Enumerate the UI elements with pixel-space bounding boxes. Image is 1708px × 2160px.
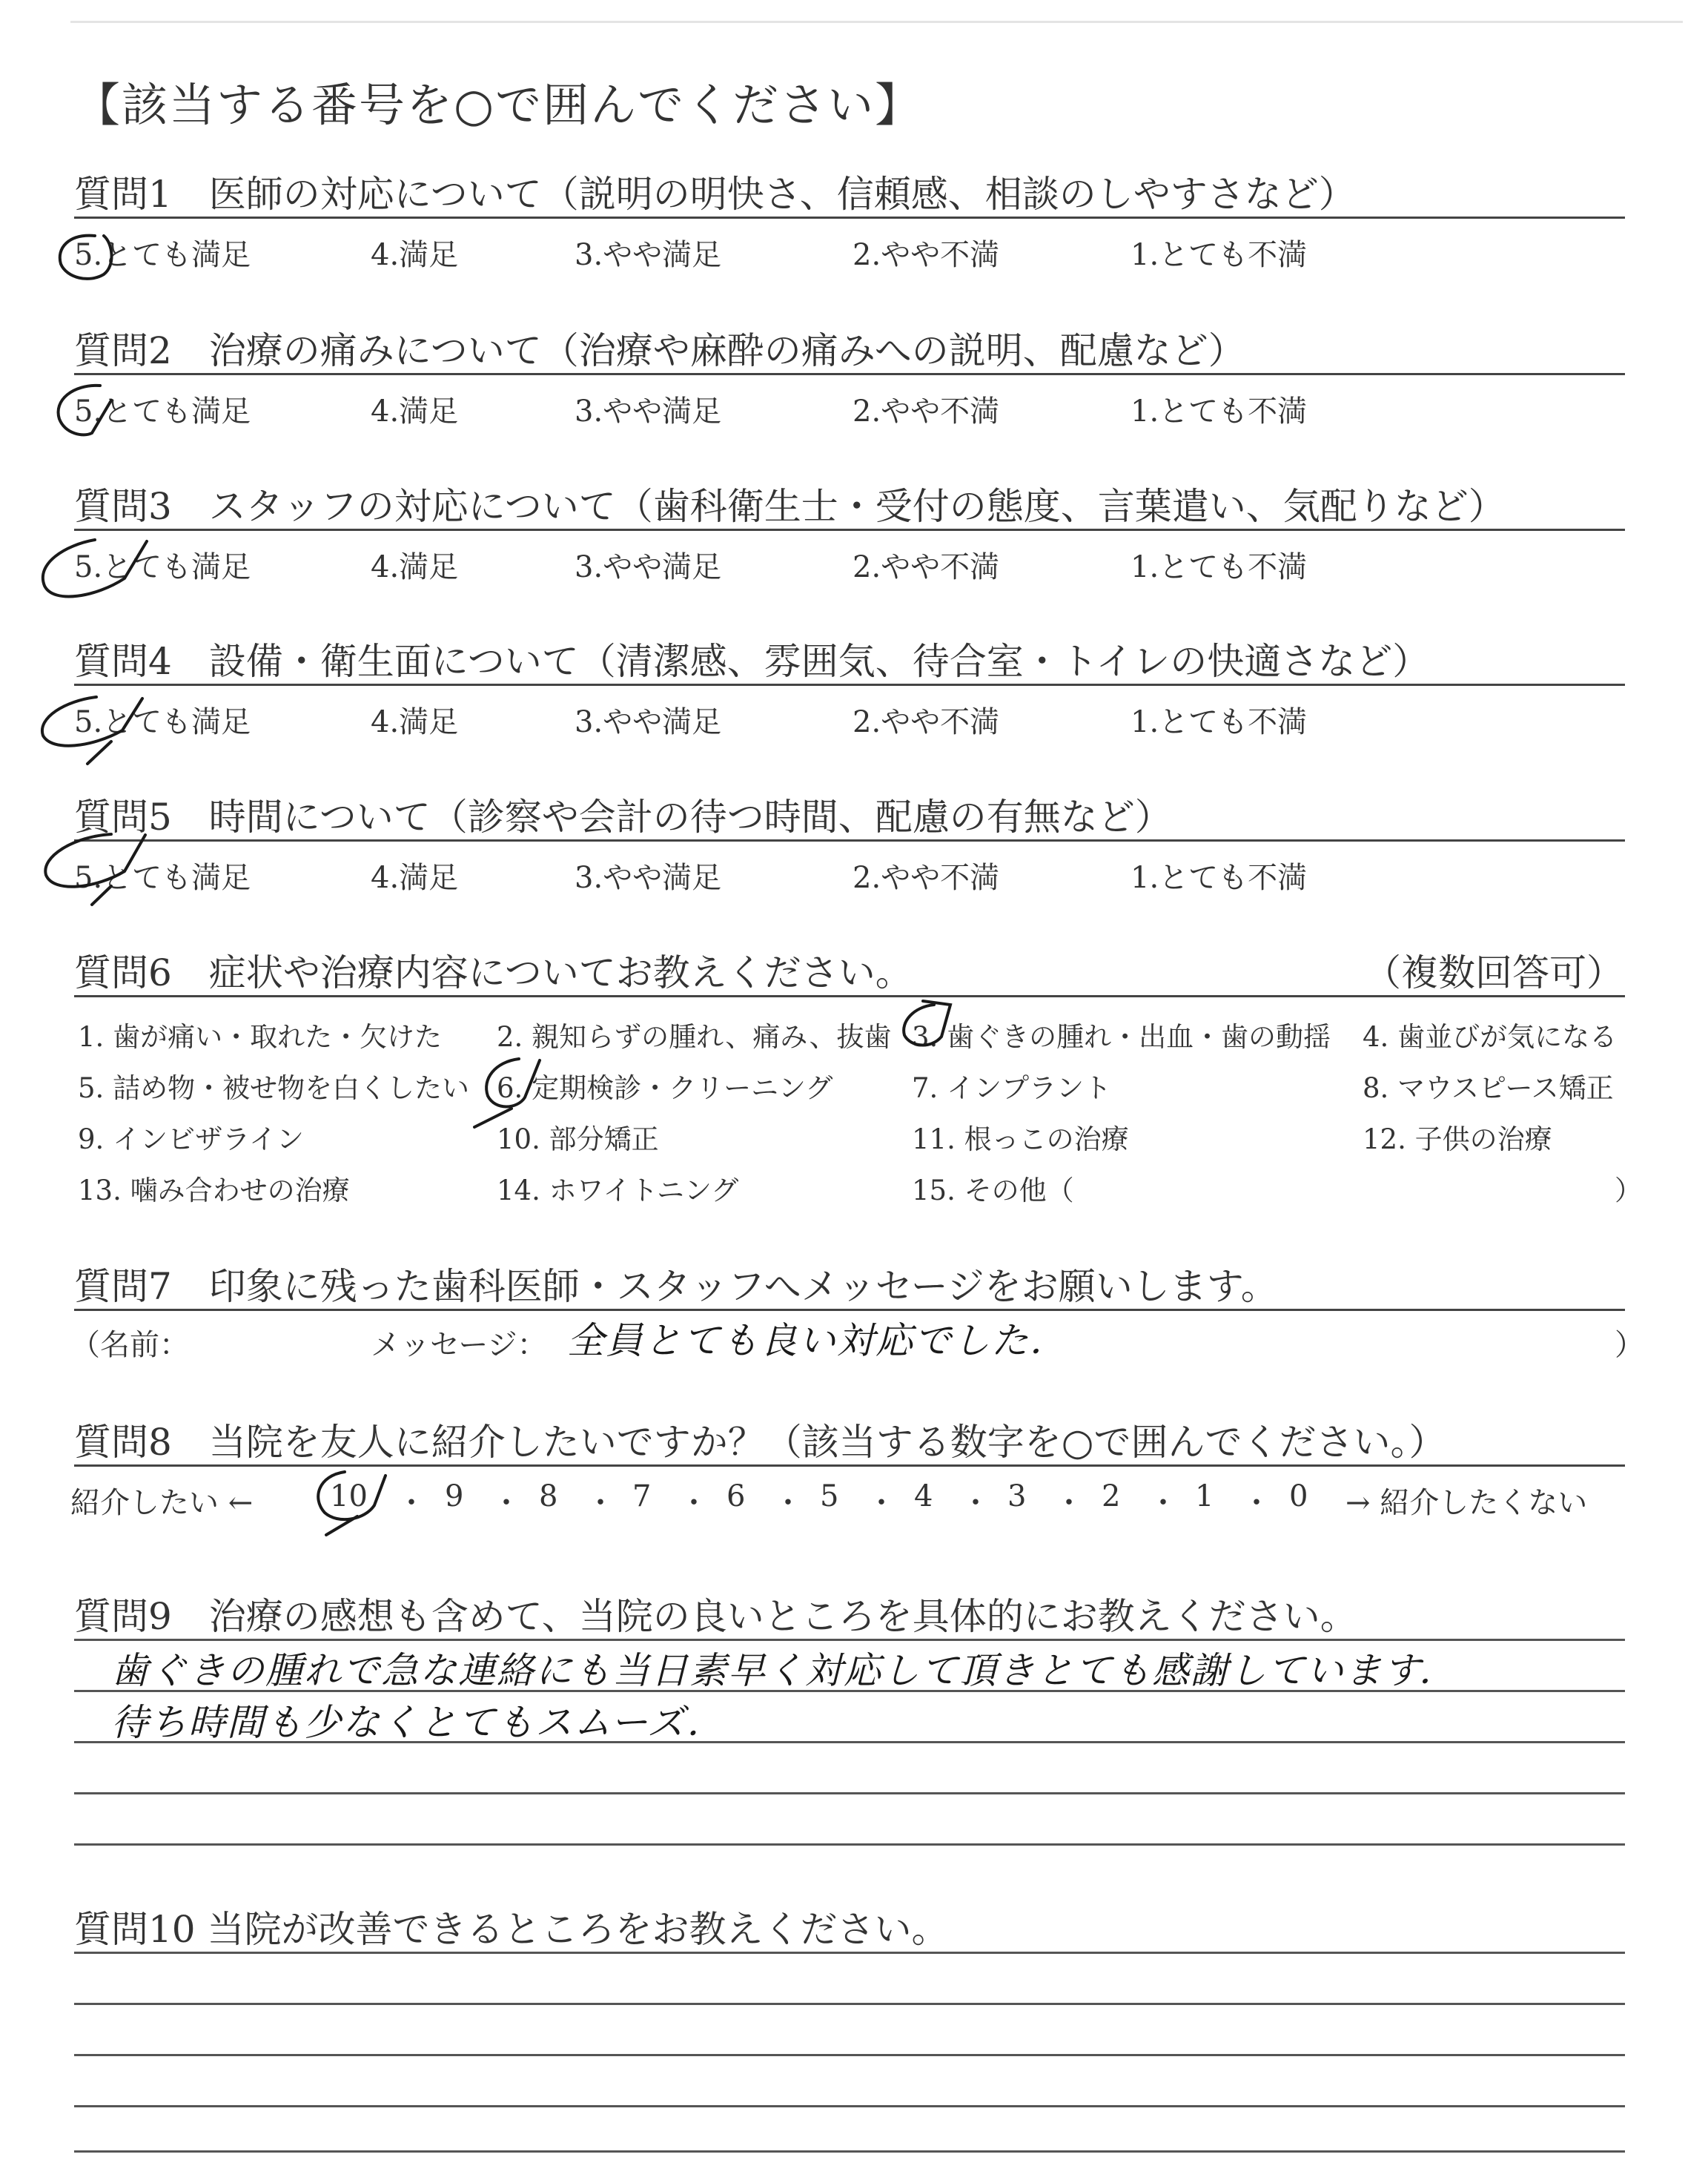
q5-option-5[interactable]: 5.とても満足 [74,861,251,895]
question-6-rule [74,995,1625,997]
q5-option-2[interactable]: 2.やや不満 [853,861,1000,895]
q7-name-label: （名前： [70,1328,189,1362]
q6-option-13[interactable]: 13. 噛み合わせの治療 [78,1175,350,1206]
q6-option-5[interactable]: 5. 詰め物・被せ物を白くしたい [78,1072,470,1104]
question-6-note: （複数回答可） [1364,951,1623,994]
q6-option-4[interactable]: 4. 歯並びが気になる [1363,1021,1618,1053]
question-2-title: 質問2 治療の痛みについて（治療や麻酔の痛みへの説明、配慮など） [74,329,1245,372]
q3-option-4[interactable]: 4.満足 [371,550,459,584]
q8-scale-1[interactable]: 1 [1195,1479,1214,1513]
q1-option-5[interactable]: 5.とても満足 [74,238,251,272]
q8-scale-3[interactable]: 3 [1007,1479,1027,1513]
q6-option-9[interactable]: 9. インビザライン [78,1123,304,1155]
q10-line-5 [74,2150,1625,2153]
q6-option-2[interactable]: 2. 親知らずの腫れ、痛み、抜歯 [497,1021,892,1053]
q7-message-label: メッセージ： [371,1328,547,1362]
question-5-title: 質問5 時間について（診察や会計の待つ時間、配慮の有無など） [74,796,1172,839]
q2-option-4[interactable]: 4.満足 [371,394,459,429]
q6-option-8[interactable]: 8. マウスピース矯正 [1363,1072,1614,1104]
q3-option-2[interactable]: 2.やや不満 [853,550,1000,584]
q8-scale-dot: ・ [491,1486,521,1520]
q7-close-paren: ） [1615,1328,1644,1362]
q8-scale-5[interactable]: 5 [820,1479,839,1513]
q9-line-5 [74,1843,1625,1846]
q1-option-3[interactable]: 3.やや満足 [575,238,722,272]
page-title: 【該当する番号を○で囲んでください】 [74,78,923,132]
question-8-rule [74,1464,1625,1467]
q6-option-6[interactable]: 6. 定期検診・クリーニング [497,1072,833,1104]
q8-scale-dot: ・ [773,1486,803,1520]
q6-option-11[interactable]: 11. 根っこの治療 [912,1123,1129,1155]
q6-option-14[interactable]: 14. ホワイトニング [497,1175,739,1206]
q1-option-1[interactable]: 1.とても不満 [1131,238,1308,272]
q8-scale-0[interactable]: 0 [1289,1479,1308,1513]
q6-option-3[interactable]: 3. 歯ぐきの腫れ・出血・歯の動揺 [912,1021,1331,1053]
q9-line-4 [74,1792,1625,1794]
q1-option-2[interactable]: 2.やや不満 [853,238,1000,272]
q8-scale-dot: ・ [586,1486,615,1520]
q8-scale-dot: ・ [1054,1486,1084,1520]
q6-option-1[interactable]: 1. 歯が痛い・取れた・欠けた [78,1021,443,1053]
question-7-title: 質問7 印象に残った歯科医師・スタッフへメッセージをお願いします。 [74,1265,1278,1308]
question-1-rule [74,217,1625,219]
question-8-title: 質問8 当院を友人に紹介したいですか？（該当する数字を○で囲んでください。） [74,1421,1446,1464]
q8-scale-10[interactable]: 10 [330,1479,368,1513]
question-4-title: 質問4 設備・衛生面について（清潔感、雰囲気、待合室・トイレの快適さなど） [74,640,1430,683]
q8-scale-dot: ・ [867,1486,896,1520]
q5-option-3[interactable]: 3.やや満足 [575,861,722,895]
q4-option-4[interactable]: 4.満足 [371,705,459,739]
q10-line-3 [74,2054,1625,2056]
question-2-rule [74,373,1625,375]
q2-option-2[interactable]: 2.やや不満 [853,394,1000,429]
q8-scale-dot: ・ [1242,1486,1271,1520]
question-10-title: 質問10 当院が改善できるところをお教えください。 [74,1908,949,1951]
q2-option-1[interactable]: 1.とても不満 [1131,394,1308,429]
q8-scale-dot: ・ [397,1486,426,1520]
question-5-rule [74,839,1625,842]
q4-option-3[interactable]: 3.やや満足 [575,705,722,739]
q4-option-2[interactable]: 2.やや不満 [853,705,1000,739]
q8-left-label: 紹介したい ← [70,1486,254,1520]
q4-option-1[interactable]: 1.とても不満 [1131,705,1308,739]
q8-scale-2[interactable]: 2 [1102,1479,1121,1513]
q6-option-10[interactable]: 10. 部分矯正 [497,1123,659,1155]
q3-option-1[interactable]: 1.とても不満 [1131,550,1308,584]
q10-line-2 [74,2003,1625,2005]
q3-option-3[interactable]: 3.やや満足 [575,550,722,584]
q1-option-4[interactable]: 4.満足 [371,238,459,272]
q9-answer-line-2[interactable]: 待ち時間も少なくとてもスムーズ． [111,1701,726,1744]
q8-scale-9[interactable]: 9 [445,1479,464,1513]
q8-scale-dot: ・ [1148,1486,1178,1520]
q5-option-1[interactable]: 1.とても不満 [1131,861,1308,895]
q10-line-1 [74,1952,1625,1954]
q5-option-4[interactable]: 4.満足 [371,861,459,895]
q2-option-3[interactable]: 3.やや満足 [575,394,722,429]
q6-option-12[interactable]: 12. 子供の治療 [1363,1123,1552,1155]
q10-line-4 [74,2105,1625,2107]
q6-option-15[interactable]: 15. その他（ [912,1175,1074,1206]
question-3-rule [74,529,1625,531]
top-border [70,21,1683,23]
q8-scale-4[interactable]: 4 [914,1479,933,1513]
q2-option-5[interactable]: 5.とても満足 [74,394,251,429]
question-1-title: 質問1 医師の対応について（説明の明快さ、信頼感、相談のしやすさなど） [74,173,1356,216]
question-4-rule [74,684,1625,686]
q4-option-5[interactable]: 5.とても満足 [74,705,251,739]
question-6-title: 質問6 症状や治療内容についてお教えください。 [74,951,913,994]
question-9-title: 質問9 治療の感想も含めて、当院の良いところを具体的にお教えください。 [74,1595,1357,1638]
q8-scale-7[interactable]: 7 [632,1479,652,1513]
q8-scale-8[interactable]: 8 [539,1479,558,1513]
q6-option-7[interactable]: 7. インプラント [912,1072,1112,1104]
q8-scale-dot: ・ [679,1486,709,1520]
q6-other-close-paren: ） [1615,1175,1642,1206]
q8-right-label: → 紹介したくない [1345,1486,1588,1520]
q7-message-handwritten[interactable]: 全員とても良い対応でした． [567,1319,1068,1362]
question-3-title: 質問3 スタッフの対応について（歯科衛生士・受付の態度、言葉遣い、気配りなど） [74,485,1506,528]
q9-answer-line-1[interactable]: 歯ぐきの腫れで急な連絡にも当日素早く対応して頂きとても感謝しています． [111,1649,1457,1692]
q8-scale-dot: ・ [961,1486,990,1520]
q3-option-5[interactable]: 5.とても満足 [74,550,251,584]
q8-scale-6[interactable]: 6 [726,1479,746,1513]
